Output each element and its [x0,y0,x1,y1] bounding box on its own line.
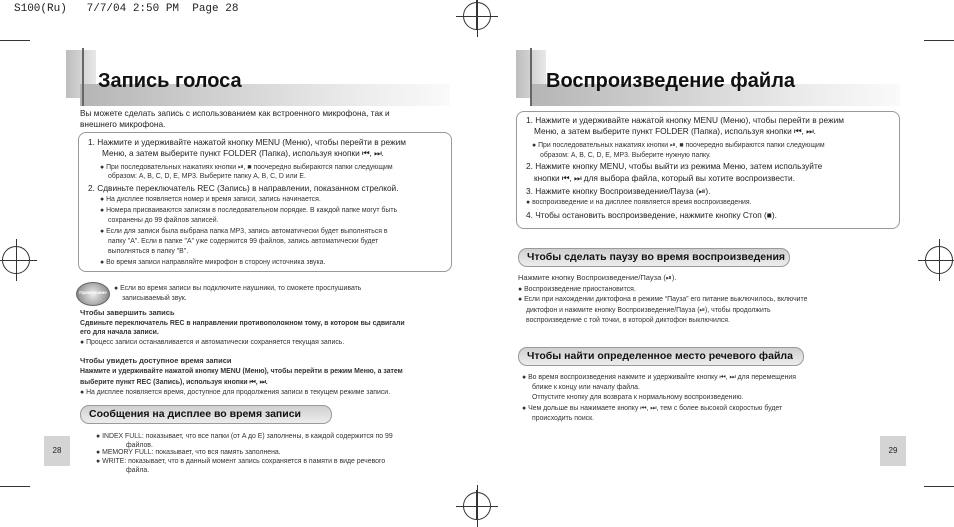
body-text: ● Чем дольше вы нажимаете кнопку ⏮, ⏭, тем с более высокой скоростью будет [522,405,783,412]
message-item: ● MEMORY FULL: показывает, что вся память заполнена. [96,449,281,456]
page-number: 29 [880,436,906,466]
body-text: Нажмите кнопку Воспроизведение/Пауза (⏯). [518,273,677,282]
body-text: происходить поиск. [532,415,595,422]
message-item: файла. [126,467,150,474]
registration-mark-left [2,246,30,274]
step-note: образом: A, B, C, D, E, MP3. Выберите папку A, B, C, D или E. [108,173,306,180]
body-text: выберите пункт REC (Запись), используя кнопки ⏮, ⏭. [80,379,268,386]
body-text: ● На дисплее появляется время, доступное для продолжения записи в текущем режиме записи. [80,389,391,396]
body-text: Нажмите и удерживайте нажатой кнопку MENU (Меню), чтобы перейти в режим Меню, а затем [80,368,403,375]
body-text: воспроизведение с той точки, в которой диктофон выключился. [526,317,730,324]
page-number: 28 [44,436,70,466]
section-pill: Чтобы найти определенное место речевого файла [518,347,804,366]
step-note: ● воспроизведение и на дисплее появляется время воспроизведения. [526,199,752,206]
step-note: ● Номера присваиваются записям в последовательном порядке. В каждой папке могут быть [100,207,398,214]
message-item: файлов. [126,442,153,449]
step-1: 1. Нажмите и удерживайте нажатой кнопку MENU (Меню), чтобы перейти в режим [526,115,844,125]
page-title: Воспроизведение файла [546,70,796,92]
registration-mark-right [925,246,953,274]
intro-text: Вы можете сделать запись с использованием как встроенного микрофона, так и [80,108,390,118]
step-note: образом: A, B, C, D, E, MP3. Выберите нужную папку. [540,152,711,159]
note-text: ● Если во время записи вы подключите наушники, то сможете прослушивать [114,285,362,292]
page-title: Запись голоса [98,70,242,92]
note-icon: Примечание [76,282,110,306]
step-note: ● При последовательных нажатиях кнопки ⏯, ■ поочередно выбираются папки следующим [100,164,393,171]
step-1: Меню, а затем выберите пункт FOLDER (Папка), используя кнопки ⏮, ⏭. [102,148,384,158]
step-note: ● На дисплее появляется номер и время записи, запись начинается. [100,196,321,203]
step-note: ● Во время записи направляйте микрофон в сторону источника звука. [100,259,326,266]
body-text: Сдвиньте переключатель REC в направлении противоположном тому, в котором вы сдвигали [80,320,405,327]
section-pill: Сообщения на дисплее во время записи [80,405,332,424]
message-item: ● WRITE: показывает, что в данный момент запись сохраняется в памяти в виде речевого [96,458,386,465]
step-note: папку "A". Если в папке "A" уже содержится 99 файлов, запись автоматически будет [108,238,379,245]
body-text: ● Воспроизведение приостановится. [518,286,636,293]
step-4: 4. Чтобы остановить воспроизведение, нажмите кнопку Стоп (■). [526,210,777,220]
intro-text: внешнего микрофона. [80,119,166,129]
body-text: Отпустите кнопку для возврата к нормальному воспроизведению. [532,394,744,401]
step-note: ● При последовательных нажатиях кнопки ⏯, ■ поочередно выбираются папки следующим [532,142,825,149]
body-text: его для начала записи. [80,329,159,336]
registration-mark-top [463,2,491,30]
step-note: сохранены до 99 файлов записей. [108,217,219,224]
body-text: ● Если при нахождении диктофона в режиме “Пауза” его питание выключилось, включите [518,296,808,303]
body-text: ● Процесс записи останавливается и автоматически сохраняется текущая запись. [80,339,345,346]
step-1: 1. Нажмите и удерживайте нажатой кнопку MENU (Меню), чтобы перейти в режим [88,137,406,147]
print-header: S100(Ru) 7/7/04 2:50 PM Page 28 [14,3,239,15]
section-heading: Чтобы завершить запись [80,308,175,317]
note-text: записываемый звук. [122,295,187,302]
registration-mark-bottom [463,492,491,520]
step-1: Меню, а затем выберите пункт FOLDER (Папка), используя кнопки ⏮, ⏭. [534,126,816,136]
step-2: 2. Нажмите кнопку MENU, чтобы выйти из режима Меню, затем используйте [526,161,823,171]
body-text: ближе к концу или началу файла. [532,384,640,391]
body-text: диктофон и нажмите кнопку Воспроизведение/Пауза (⏯), чтобы продолжить [526,307,771,314]
crop-mark [924,486,954,487]
body-text: ● Во время воспроизведения нажмите и удерживайте кнопку ⏮, ⏭ для перемещения [522,374,796,381]
crop-mark [0,40,30,41]
title-tick [82,48,84,106]
crop-mark [924,40,954,41]
crop-mark [0,486,30,487]
section-heading: Чтобы увидеть доступное время записи [80,356,232,365]
title-tick [530,48,532,106]
message-item: ● INDEX FULL: показывает, что все папки (от A до E) заполнены, в каждой содержится по 99 [96,433,393,440]
step-2: кнопки ⏮, ⏭ для выбора файла, который вы хотите воспроизвести. [534,173,795,183]
step-note: ● Если для записи была выбрана папка MP3, запись автоматически будет выполняться в [100,228,388,235]
step-3: 3. Нажмите кнопку Воспроизведение/Пауза (⏯). [526,186,711,196]
step-note: выполняться в папку "B". [108,248,189,255]
section-pill: Чтобы сделать паузу во время воспроизведения [518,248,790,267]
step-2: 2. Сдвиньте переключатель REC (Запись) в направлении, показанном стрелкой. [88,183,399,193]
